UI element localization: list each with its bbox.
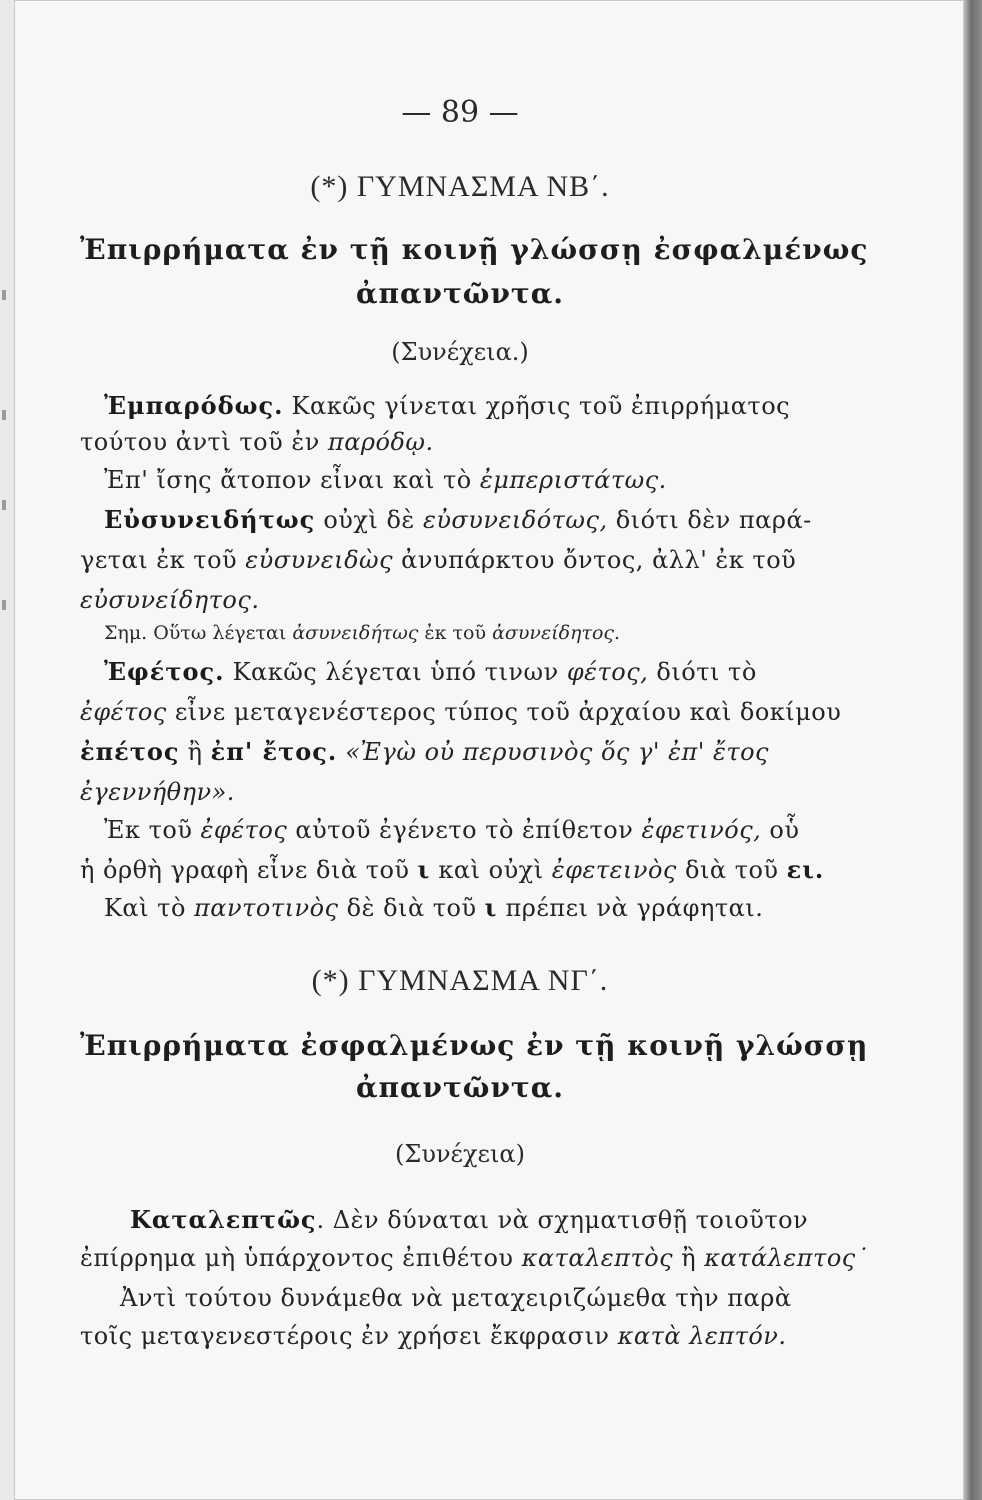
text: ἐκ τοῦ: [418, 622, 493, 644]
paragraph-line: [80, 737, 769, 766]
margin-mark: [2, 500, 6, 510]
section-heading: (*) ΓΥΜΝΑΣΜΑ ΝΒ΄.: [310, 170, 610, 203]
italic-text: φέτος,: [566, 658, 649, 686]
margin-mark: [2, 290, 6, 300]
paragraph-line: [120, 1286, 792, 1310]
text: ἀνυπάρκτου ὄντος, ἀλλ' ἐκ τοῦ: [393, 546, 797, 574]
paragraph-line: [104, 657, 757, 686]
section-title-line1: Ἐπιρρήματα ἐν τῇ κοινῇ γλώσσῃ ἐσφαλμένως: [80, 233, 869, 266]
text: τοῖς μεταγενεστέροις ἐν χρήσει ἔκφρασιν: [80, 1322, 618, 1350]
italic-text: ἐφετεινὸς: [551, 856, 677, 884]
paragraph-line: [80, 588, 259, 612]
italic-text: ἐφέτος: [80, 698, 167, 726]
section-heading: (*) ΓΥΜΝΑΣΜΑ ΝΓ΄.: [311, 964, 609, 997]
paragraph-line: [80, 780, 235, 804]
paragraph-line: [104, 391, 791, 420]
section-title-line2: ἀπαντῶντα.: [355, 1071, 565, 1104]
italic-text: ἀσυνείδητος.: [492, 622, 621, 644]
italic-text: παντοτινὸς: [194, 894, 339, 922]
text: ἐπίρρημα μὴ ὑπάρχοντος ἐπιθέτου: [80, 1244, 522, 1272]
page-number: — 89 —: [401, 95, 519, 130]
scan-binding-edge: [964, 0, 982, 1500]
text: ἢ: [179, 738, 211, 766]
text: Ἀντὶ τούτου δυνάμεθα νὰ μεταχειριζώμεθα τὴν παρὰ: [120, 1284, 792, 1312]
text: τούτου ἀντὶ τοῦ ἐν: [80, 428, 328, 456]
italic-text: εὐσυνείδητος.: [80, 586, 260, 614]
paragraph-line: [104, 505, 812, 534]
paragraph-line: [104, 893, 764, 922]
margin-mark: [2, 600, 6, 610]
paragraph-line: [130, 1205, 809, 1234]
text: διότι τὸ: [648, 658, 757, 686]
text: γεται ἐκ τοῦ: [80, 546, 246, 574]
text: Κακῶς λέγεται ὑπό τινων: [224, 658, 567, 686]
paragraph-line: [80, 548, 796, 572]
entry-term: Ἐφέτος.: [104, 657, 225, 686]
text: ἡ ὀρθὴ γραφὴ εἶνε διὰ τοῦ: [80, 856, 418, 884]
margin-mark: [2, 410, 6, 420]
text: . Δὲν δύναται νὰ σχηματισθῇ τοιοῦτον: [316, 1206, 809, 1234]
text: διὰ τοῦ: [676, 856, 787, 884]
text: ἢ: [673, 1244, 705, 1272]
text: Καὶ τὸ: [104, 894, 195, 922]
bold-term: ἐπέτος: [80, 737, 180, 766]
book-page: [14, 0, 964, 1500]
continued-label: (Συνέχεια.): [391, 338, 529, 366]
italic-text: καταλεπτὸς: [521, 1244, 674, 1272]
text: Ἐκ τοῦ: [104, 816, 201, 844]
text: πρέπει νὰ γράφηται.: [497, 894, 764, 922]
italic-text: ἐμπεριστάτως.: [479, 466, 667, 494]
entry-term: Εὐσυνειδήτως: [104, 505, 316, 534]
paragraph-line: [80, 1246, 868, 1270]
text: Κακῶς γίνεται χρῆσις τοῦ ἐπιρρήματος: [283, 392, 791, 420]
bold-letter: ει.: [786, 855, 825, 884]
section-title-line1: Ἐπιρρήματα ἐσφαλμένως ἐν τῇ κοινῇ γλώσσῃ: [80, 1029, 869, 1062]
text: Σημ. Οὕτω λέγεται: [104, 622, 293, 644]
paragraph-line: [104, 818, 799, 842]
paragraph-line: [104, 468, 667, 492]
entry-term: Καταλεπτῶς: [130, 1205, 317, 1234]
scan-left-margin: [0, 0, 14, 1500]
entry-term: Ἐμπαρόδως.: [104, 391, 284, 420]
paragraph-line: [80, 430, 434, 454]
bold-letter: ι: [417, 855, 431, 884]
text: δὲ διὰ τοῦ: [338, 894, 485, 922]
italic-text: εὐσυνειδὼς: [245, 546, 394, 574]
bold-letter: ι: [484, 893, 498, 922]
bold-term: ἐπ' ἔτος.: [210, 737, 338, 766]
italic-text: εὐσυνειδότως,: [422, 506, 608, 534]
italic-text: ἀσυνειδήτως: [292, 622, 419, 644]
section-title-line2: ἀπαντῶντα.: [355, 277, 565, 310]
italic-text: «Ἐγὼ οὐ περυσινὸς ὅς γ' ἐπ' ἔτος: [337, 738, 769, 766]
text: οὐχὶ δὲ: [315, 506, 423, 534]
text: οὗ: [761, 816, 800, 844]
paragraph-line: [80, 700, 841, 724]
italic-text: παρόδῳ.: [327, 428, 434, 456]
text: διότι δὲν παρά-: [607, 506, 812, 534]
paragraph-line: [80, 1324, 787, 1348]
text: καὶ οὐχὶ: [430, 856, 552, 884]
italic-text: ἐφετινός,: [641, 816, 762, 844]
italic-text: ἐγεννήθην».: [80, 778, 235, 806]
italic-text: κατάλεπτος˙: [704, 1244, 869, 1272]
italic-text: κατὰ λεπτόν.: [617, 1322, 787, 1350]
text: εἶνε μεταγενέστερος τύπος τοῦ ἀρχαίου καὶ δοκίμου: [166, 698, 842, 726]
text: αὐτοῦ ἐγένετο τὸ ἐπίθετον: [287, 816, 642, 844]
continued-label: (Συνέχεια): [395, 1140, 525, 1168]
note-line: [104, 624, 620, 643]
text: Ἐπ' ἴσης ἄτοπον εἶναι καὶ τὸ: [104, 466, 480, 494]
italic-text: ἐφέτος: [200, 816, 288, 844]
paragraph-line: [80, 855, 825, 884]
